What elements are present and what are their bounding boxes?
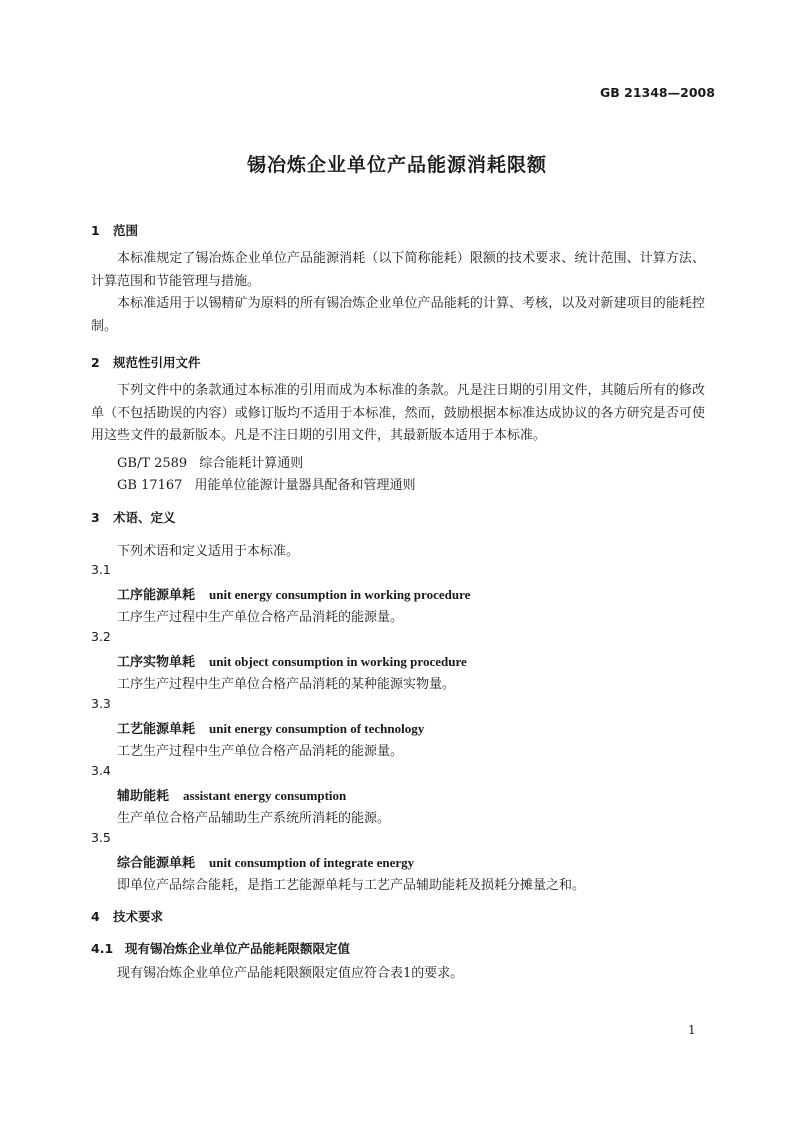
section-1-heading (91, 221, 138, 239)
term-number: 3.3 (91, 696, 111, 711)
term-number: 3.1 (91, 562, 111, 577)
section-4-heading (91, 907, 163, 925)
term-definition: 生产单位合格产品辅助生产系统所消耗的能源。 (117, 811, 391, 826)
term-definition: 工序生产过程中生产单位合格产品消耗的能源量。 (117, 610, 404, 625)
section-title: 规范性引用文件 (113, 355, 201, 370)
term-english: unit consumption of integrate energy (209, 855, 415, 870)
term-number: 3.5 (91, 830, 111, 845)
reference-item (117, 474, 415, 493)
section-2-paragraph-1: 下列文件中的条款通过本标准的引用而成为本标准的条款。凡是注日期的引用文件，其随后所有的修改单（不包括勘误的内容）或修订版均不适用于本标准，然而，鼓励根据本标准达成协议的各方研究是否可使用这些文件的最新版本。凡是不注日期的引用文件，其最新版本适用于本标准。 (91, 383, 705, 443)
section-3-intro: 下列术语和定义适用于本标准。 (117, 544, 300, 559)
standard-number: GB 21348—2008 (600, 85, 715, 100)
term-english: unit energy consumption of technology (209, 721, 425, 736)
section-3-heading (91, 508, 176, 526)
section-number: 1 (91, 223, 100, 238)
term-chinese: 综合能源单耗 (117, 856, 196, 871)
term-chinese: 工序能源单耗 (117, 588, 196, 603)
reference-code: GB 17167 (117, 478, 183, 493)
reference-item (117, 452, 303, 471)
term-heading (117, 584, 470, 603)
section-1-paragraph-1: 本标准规定了锡冶炼企业单位产品能源消耗（以下简称能耗）限额的技术要求、统计范围、计算方法、计算范围和节能管理与措施。 (91, 251, 705, 289)
term-heading (117, 785, 346, 804)
section-title: 术语、定义 (113, 510, 176, 525)
page-number: 1 (688, 1023, 696, 1037)
section-2-heading (91, 353, 201, 371)
reference-code: GB/T 2589 (117, 456, 188, 471)
term-number: 3.4 (91, 763, 111, 778)
term-definition: 工艺生产过程中生产单位合格产品消耗的能源量。 (117, 744, 404, 759)
term-english: assistant energy consumption (183, 788, 347, 803)
reference-name: 综合能耗计算通则 (199, 456, 304, 471)
subsection-number: 4.1 (91, 941, 114, 956)
term-chinese: 工序实物单耗 (117, 655, 196, 670)
term-english: unit energy consumption in working procedure (209, 587, 471, 602)
term-heading (117, 852, 414, 871)
reference-name: 用能单位能源计量器具配备和管理通则 (194, 478, 416, 493)
term-number: 3.2 (91, 629, 111, 644)
term-chinese: 辅助能耗 (117, 789, 170, 804)
term-english: unit object consumption in working procedure (209, 654, 467, 669)
section-number: 3 (91, 510, 100, 525)
term-heading (117, 718, 424, 737)
section-number: 2 (91, 355, 100, 370)
section-title: 技术要求 (113, 909, 164, 924)
section-number: 4 (91, 909, 100, 924)
subsection-4-1-heading (91, 939, 350, 957)
term-definition: 即单位产品综合能耗，是指工艺能源单耗与工艺产品辅助能耗及损耗分摊量之和。 (117, 878, 586, 893)
term-heading (117, 651, 467, 670)
section-title: 范围 (113, 223, 139, 238)
section-1-paragraph-2: 本标准适用于以锡精矿为原料的所有锡冶炼企业单位产品能耗的计算、考核，以及对新建项目的能耗控制。 (91, 296, 705, 334)
document-title: 锡冶炼企业单位产品能源消耗限额 (246, 154, 547, 176)
subsection-4-1-paragraph: 现有锡冶炼企业单位产品能耗限额限定值应符合表1的要求。 (117, 966, 464, 981)
term-chinese: 工艺能源单耗 (117, 722, 196, 737)
term-definition: 工序生产过程中生产单位合格产品消耗的某种能源实物量。 (117, 677, 456, 692)
subsection-title: 现有锡冶炼企业单位产品能耗限额限定值 (125, 941, 351, 956)
